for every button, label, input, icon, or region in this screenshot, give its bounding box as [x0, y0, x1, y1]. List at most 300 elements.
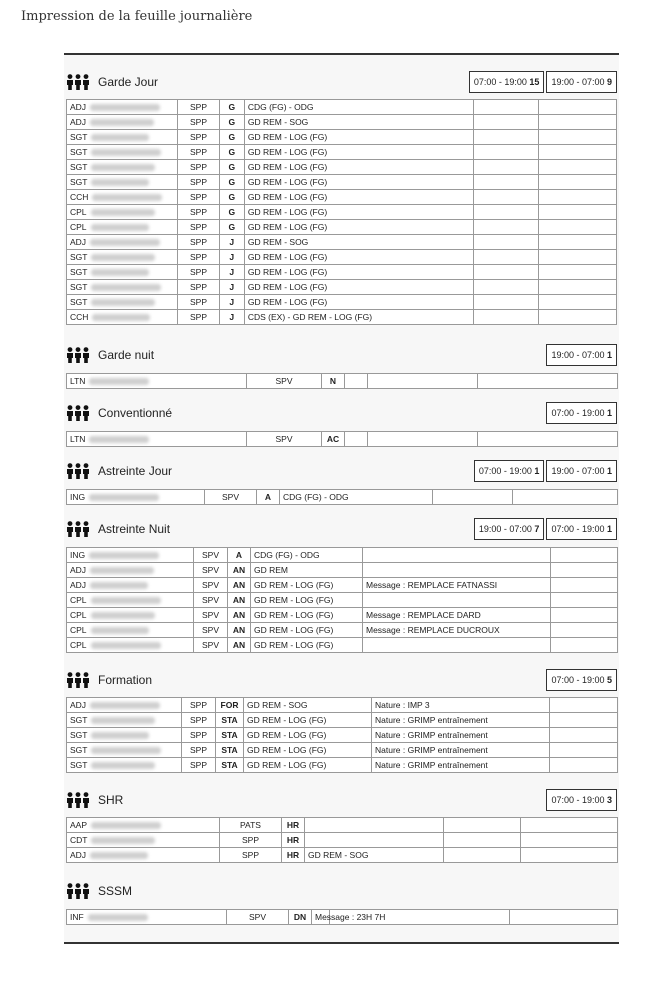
time-slot-range: 19:00 - 07:00 — [551, 77, 607, 87]
grade-text: ADJ — [70, 237, 87, 247]
redacted-name — [89, 552, 159, 559]
staff-table — [66, 431, 618, 447]
table-row — [67, 220, 617, 235]
note-cell — [368, 432, 478, 447]
grade-cell — [67, 833, 220, 848]
redacted-name — [91, 284, 161, 291]
table-row — [67, 758, 618, 773]
table-row — [67, 698, 618, 713]
empty-cell — [550, 698, 618, 713]
status-cell: SPV — [247, 432, 322, 447]
empty-cell — [521, 833, 618, 848]
empty-cell — [550, 758, 618, 773]
empty-cell — [551, 548, 618, 563]
grade-cell — [67, 100, 178, 115]
redacted-name — [91, 762, 155, 769]
code-cell: AN — [228, 593, 251, 608]
note-cell — [474, 100, 539, 115]
time-slot-group — [544, 344, 617, 366]
status-cell: SPV — [247, 374, 322, 389]
function-cell: GD REM - LOG (FG) — [244, 175, 473, 190]
section-title: SHR — [98, 793, 124, 807]
grade-text: SGT — [70, 730, 88, 740]
table-row — [67, 563, 618, 578]
grade-cell — [67, 593, 194, 608]
code-cell: J — [219, 310, 244, 325]
redacted-name — [89, 494, 159, 501]
time-slot-range: 07:00 - 19:00 — [478, 466, 535, 476]
code-cell: AN — [228, 578, 251, 593]
time-slot-range: 07:00 - 19:00 — [473, 77, 530, 87]
table-row — [67, 818, 618, 833]
section-header — [66, 402, 618, 424]
section-shr — [66, 789, 618, 860]
function-cell: GD REM - LOG (FG) — [244, 743, 372, 758]
grade-text: AAP — [70, 820, 88, 830]
function-cell — [345, 432, 368, 447]
note-cell: Nature : GRIMP entraînement — [372, 728, 550, 743]
time-slot-box — [546, 669, 617, 691]
section-title: Garde Jour — [98, 75, 159, 89]
time-slot-count: 1 — [606, 350, 612, 360]
grade-text: ADJ — [70, 850, 87, 860]
time-slot-count: 9 — [606, 77, 612, 87]
redacted-name — [90, 852, 148, 859]
grade-cell — [67, 115, 178, 130]
status-cell: SPV — [194, 578, 228, 593]
grade-text: CPL — [70, 625, 87, 635]
section-conventionn- — [66, 402, 618, 444]
grade-cell — [67, 728, 182, 743]
empty-cell — [539, 265, 617, 280]
empty-cell — [550, 713, 618, 728]
function-cell: CDS (EX) - GD REM - LOG (FG) — [244, 310, 473, 325]
status-cell: SPV — [205, 490, 257, 505]
function-cell: GD REM - SOG — [244, 115, 473, 130]
grade-text: SGT — [70, 177, 88, 187]
grade-cell — [67, 743, 182, 758]
status-cell: SPV — [194, 638, 228, 653]
redacted-name — [91, 254, 155, 261]
note-cell — [474, 235, 539, 250]
note-cell — [474, 280, 539, 295]
table-row — [67, 713, 618, 728]
time-slot-range: 19:00 - 07:00 — [478, 524, 535, 534]
note-cell: Message : REMPLACE DUCROUX — [363, 623, 551, 638]
time-slot-box — [474, 460, 545, 482]
code-cell: G — [219, 130, 244, 145]
grade-cell — [67, 548, 194, 563]
code-cell: G — [219, 175, 244, 190]
function-cell: GD REM - LOG (FG) — [244, 280, 473, 295]
table-row — [67, 833, 618, 848]
time-slot-range: 19:00 - 07:00 — [551, 350, 607, 360]
table-row — [67, 848, 618, 863]
empty-cell — [539, 280, 617, 295]
note-cell — [444, 818, 521, 833]
empty-cell — [551, 593, 618, 608]
grade-text: ING — [70, 492, 86, 502]
redacted-name — [91, 747, 161, 754]
time-slot-group — [544, 402, 617, 424]
note-cell — [363, 593, 551, 608]
note-cell — [474, 115, 539, 130]
note-cell — [474, 220, 539, 235]
redacted-name — [91, 597, 161, 604]
function-cell: GD REM - LOG (FG) — [251, 578, 363, 593]
note-cell — [474, 175, 539, 190]
grade-text: SGT — [70, 267, 88, 277]
grade-text: ADJ — [70, 700, 87, 710]
function-cell: GD REM - LOG (FG) — [244, 220, 473, 235]
time-slot-box — [469, 71, 545, 93]
function-cell: GD REM - LOG (FG) — [251, 593, 363, 608]
status-cell: SPP — [182, 698, 216, 713]
table-row — [67, 160, 617, 175]
redacted-name — [89, 378, 149, 385]
table-row — [67, 250, 617, 265]
empty-cell — [539, 310, 617, 325]
empty-cell — [539, 160, 617, 175]
grade-cell — [67, 758, 182, 773]
grade-text: SGT — [70, 147, 88, 157]
redacted-name — [89, 436, 149, 443]
code-cell: J — [219, 265, 244, 280]
section-title: Astreinte Nuit — [98, 522, 171, 536]
code-cell: STA — [216, 743, 244, 758]
time-slot-range: 07:00 - 19:00 — [551, 524, 607, 534]
grade-text: SGT — [70, 252, 88, 262]
function-cell — [305, 818, 444, 833]
people-group-icon — [66, 463, 90, 479]
redacted-name — [91, 837, 155, 844]
status-cell: SPV — [194, 593, 228, 608]
grade-cell — [67, 638, 194, 653]
grade-text: CCH — [70, 192, 89, 202]
grade-text: CCH — [70, 312, 89, 322]
status-cell: SPP — [178, 130, 219, 145]
function-cell: GD REM - LOG (FG) — [244, 728, 372, 743]
time-slot-box — [546, 344, 617, 366]
function-cell: GD REM - LOG (FG) — [244, 145, 473, 160]
note-cell — [474, 310, 539, 325]
code-cell: J — [219, 280, 244, 295]
grade-text: SGT — [70, 715, 88, 725]
function-cell — [305, 833, 444, 848]
redacted-name — [91, 209, 155, 216]
section-header — [66, 518, 618, 540]
status-cell: SPP — [178, 175, 219, 190]
section-sssm — [66, 880, 618, 922]
redacted-name — [90, 119, 154, 126]
section-header — [66, 789, 618, 811]
redacted-name — [90, 239, 160, 246]
time-slot-group — [472, 460, 617, 482]
note-cell — [444, 848, 521, 863]
staff-table — [66, 547, 618, 653]
grade-cell — [67, 563, 194, 578]
empty-cell — [539, 175, 617, 190]
code-cell: STA — [216, 758, 244, 773]
grade-cell — [67, 848, 220, 863]
function-cell: GD REM - LOG (FG) — [244, 295, 473, 310]
status-cell: SPV — [194, 623, 228, 638]
status-cell: SPP — [182, 758, 216, 773]
grade-cell — [67, 235, 178, 250]
grade-cell — [67, 280, 178, 295]
status-cell: SPP — [178, 160, 219, 175]
grade-cell — [67, 578, 194, 593]
function-cell: CDG (FG) - ODG — [251, 548, 363, 563]
empty-cell — [539, 115, 617, 130]
table-row — [67, 265, 617, 280]
grade-cell — [67, 190, 178, 205]
section-title: Garde nuit — [98, 348, 155, 362]
time-slot-count: 1 — [606, 408, 612, 418]
time-slot-range: 07:00 - 19:00 — [551, 795, 607, 805]
time-slot-count: 15 — [529, 77, 540, 87]
function-cell: GD REM - LOG (FG) — [244, 205, 473, 220]
section-garde-nuit — [66, 344, 618, 386]
note-cell — [444, 833, 521, 848]
time-slot-box — [474, 518, 545, 540]
status-cell: SPP — [178, 220, 219, 235]
empty-cell — [551, 638, 618, 653]
code-cell: J — [219, 295, 244, 310]
staff-table — [66, 817, 618, 863]
redacted-name — [92, 314, 150, 321]
empty-cell — [478, 374, 618, 389]
grade-cell — [67, 175, 178, 190]
code-cell: AC — [322, 432, 345, 447]
table-row — [67, 593, 618, 608]
time-slot-box — [546, 460, 617, 482]
table-row — [67, 548, 618, 563]
table-row — [67, 910, 618, 925]
grade-cell — [67, 310, 178, 325]
empty-cell — [539, 250, 617, 265]
time-slot-count: 1 — [606, 466, 612, 476]
staff-table — [66, 909, 618, 925]
grade-cell — [67, 160, 178, 175]
status-cell: SPP — [178, 280, 219, 295]
function-cell: CDG (FG) - ODG — [280, 490, 433, 505]
redacted-name — [91, 164, 155, 171]
grade-text: INF — [70, 912, 84, 922]
empty-cell — [539, 100, 617, 115]
note-cell: Message : REMPLACE FATNASSI — [363, 578, 551, 593]
function-cell: GD REM - LOG (FG) — [244, 250, 473, 265]
status-cell: SPV — [194, 608, 228, 623]
note-cell: Nature : GRIMP entraînement — [372, 758, 550, 773]
redacted-name — [91, 717, 155, 724]
function-cell: GD REM - LOG (FG) — [244, 265, 473, 280]
empty-cell — [510, 910, 618, 925]
redacted-name — [91, 299, 155, 306]
redacted-name — [91, 627, 149, 634]
note-cell: Nature : IMP 3 — [372, 698, 550, 713]
function-cell — [345, 374, 368, 389]
time-slot-box — [546, 402, 617, 424]
status-cell: SPP — [178, 115, 219, 130]
status-cell: SPP — [178, 190, 219, 205]
section-header — [66, 344, 618, 366]
function-cell: GD REM - LOG (FG) — [251, 638, 363, 653]
code-cell: FOR — [216, 698, 244, 713]
redacted-name — [91, 732, 149, 739]
status-cell: SPP — [178, 100, 219, 115]
code-cell: G — [219, 160, 244, 175]
table-row — [67, 743, 618, 758]
time-slot-group — [544, 669, 617, 691]
grade-text: LTN — [70, 376, 86, 386]
section-astreinte-nuit — [66, 518, 618, 650]
table-row — [67, 130, 617, 145]
code-cell: J — [219, 250, 244, 265]
redacted-name — [91, 149, 161, 156]
people-group-icon — [66, 521, 90, 537]
code-cell: G — [219, 145, 244, 160]
grade-text: CDT — [70, 835, 88, 845]
section-header — [66, 880, 618, 902]
code-cell: STA — [216, 713, 244, 728]
empty-cell — [550, 743, 618, 758]
table-row — [67, 100, 617, 115]
grade-cell — [67, 220, 178, 235]
people-group-icon — [66, 792, 90, 808]
grade-cell — [67, 130, 178, 145]
page-title: Impression de la feuille journalière — [21, 9, 253, 24]
code-cell: G — [219, 115, 244, 130]
grade-cell — [67, 250, 178, 265]
section-title: SSSM — [98, 884, 133, 898]
redacted-name — [90, 104, 160, 111]
status-cell: SPP — [182, 713, 216, 728]
function-cell: GD REM - LOG (FG) — [251, 608, 363, 623]
grade-text: CPL — [70, 207, 87, 217]
table-row — [67, 432, 618, 447]
function-cell: GD REM - LOG (FG) — [244, 758, 372, 773]
staff-table — [66, 697, 618, 773]
time-slot-count: 1 — [606, 524, 612, 534]
table-row — [67, 115, 617, 130]
empty-cell — [513, 490, 618, 505]
code-cell: G — [219, 100, 244, 115]
note-cell: Nature : GRIMP entraînement — [372, 713, 550, 728]
function-cell: GD REM - LOG (FG) — [244, 130, 473, 145]
grade-text: LTN — [70, 434, 86, 444]
status-cell: SPV — [227, 910, 289, 925]
grade-cell — [67, 145, 178, 160]
table-row — [67, 235, 617, 250]
note-cell — [363, 548, 551, 563]
function-cell: GD REM - LOG (FG) — [251, 623, 363, 638]
grade-text: CPL — [70, 222, 87, 232]
empty-cell — [551, 623, 618, 638]
status-cell: SPP — [178, 145, 219, 160]
time-slot-group — [472, 518, 617, 540]
table-row — [67, 638, 618, 653]
empty-cell — [539, 205, 617, 220]
empty-cell — [539, 220, 617, 235]
people-group-icon — [66, 883, 90, 899]
staff-table — [66, 489, 618, 505]
status-cell: PATS — [220, 818, 282, 833]
table-row — [67, 728, 618, 743]
grade-cell — [67, 698, 182, 713]
code-cell: A — [257, 490, 280, 505]
note-cell — [368, 374, 478, 389]
table-row — [67, 190, 617, 205]
note-cell — [474, 145, 539, 160]
grade-text: CPL — [70, 610, 87, 620]
people-group-icon — [66, 672, 90, 688]
function-cell: GD REM - LOG (FG) — [244, 160, 473, 175]
time-slot-box — [546, 518, 617, 540]
grade-text: SGT — [70, 162, 88, 172]
time-slot-group — [544, 789, 617, 811]
function-cell: GD REM - SOG — [244, 698, 372, 713]
time-slot-count: 3 — [606, 795, 612, 805]
note-cell — [474, 250, 539, 265]
people-group-icon — [66, 347, 90, 363]
status-cell: SPP — [178, 310, 219, 325]
table-row — [67, 310, 617, 325]
redacted-name — [91, 134, 149, 141]
empty-cell — [521, 818, 618, 833]
status-cell: SPP — [178, 265, 219, 280]
table-row — [67, 295, 617, 310]
section-header — [66, 460, 618, 482]
redacted-name — [91, 822, 161, 829]
time-slot-group — [467, 71, 617, 93]
code-cell: A — [228, 548, 251, 563]
function-cell: Message : 23H 7H — [312, 910, 330, 925]
status-cell: SPP — [220, 833, 282, 848]
section-title: Conventionné — [98, 406, 173, 420]
grade-cell — [67, 608, 194, 623]
time-slot-count: 5 — [606, 675, 612, 685]
empty-cell — [550, 728, 618, 743]
table-row — [67, 205, 617, 220]
people-group-icon — [66, 74, 90, 90]
function-cell: GD REM - LOG (FG) — [244, 190, 473, 205]
function-cell: GD REM - LOG (FG) — [244, 713, 372, 728]
time-slot-box — [546, 71, 617, 93]
grade-text: ADJ — [70, 117, 87, 127]
redacted-name — [91, 269, 149, 276]
empty-cell — [539, 235, 617, 250]
note-cell — [363, 563, 551, 578]
time-slot-count: 7 — [534, 524, 540, 534]
code-cell: STA — [216, 728, 244, 743]
grade-text: CPL — [70, 595, 87, 605]
code-cell: G — [219, 220, 244, 235]
empty-cell — [539, 145, 617, 160]
redacted-name — [90, 567, 154, 574]
code-cell: N — [322, 374, 345, 389]
section-astreinte-jour — [66, 460, 618, 502]
redacted-name — [91, 179, 149, 186]
status-cell: SPP — [220, 848, 282, 863]
time-slot-range: 07:00 - 19:00 — [551, 408, 607, 418]
status-cell: SPP — [182, 743, 216, 758]
redacted-name — [92, 194, 162, 201]
staff-table — [66, 99, 617, 325]
note-cell — [433, 490, 513, 505]
function-cell: GD REM - SOG — [305, 848, 444, 863]
table-row — [67, 578, 618, 593]
